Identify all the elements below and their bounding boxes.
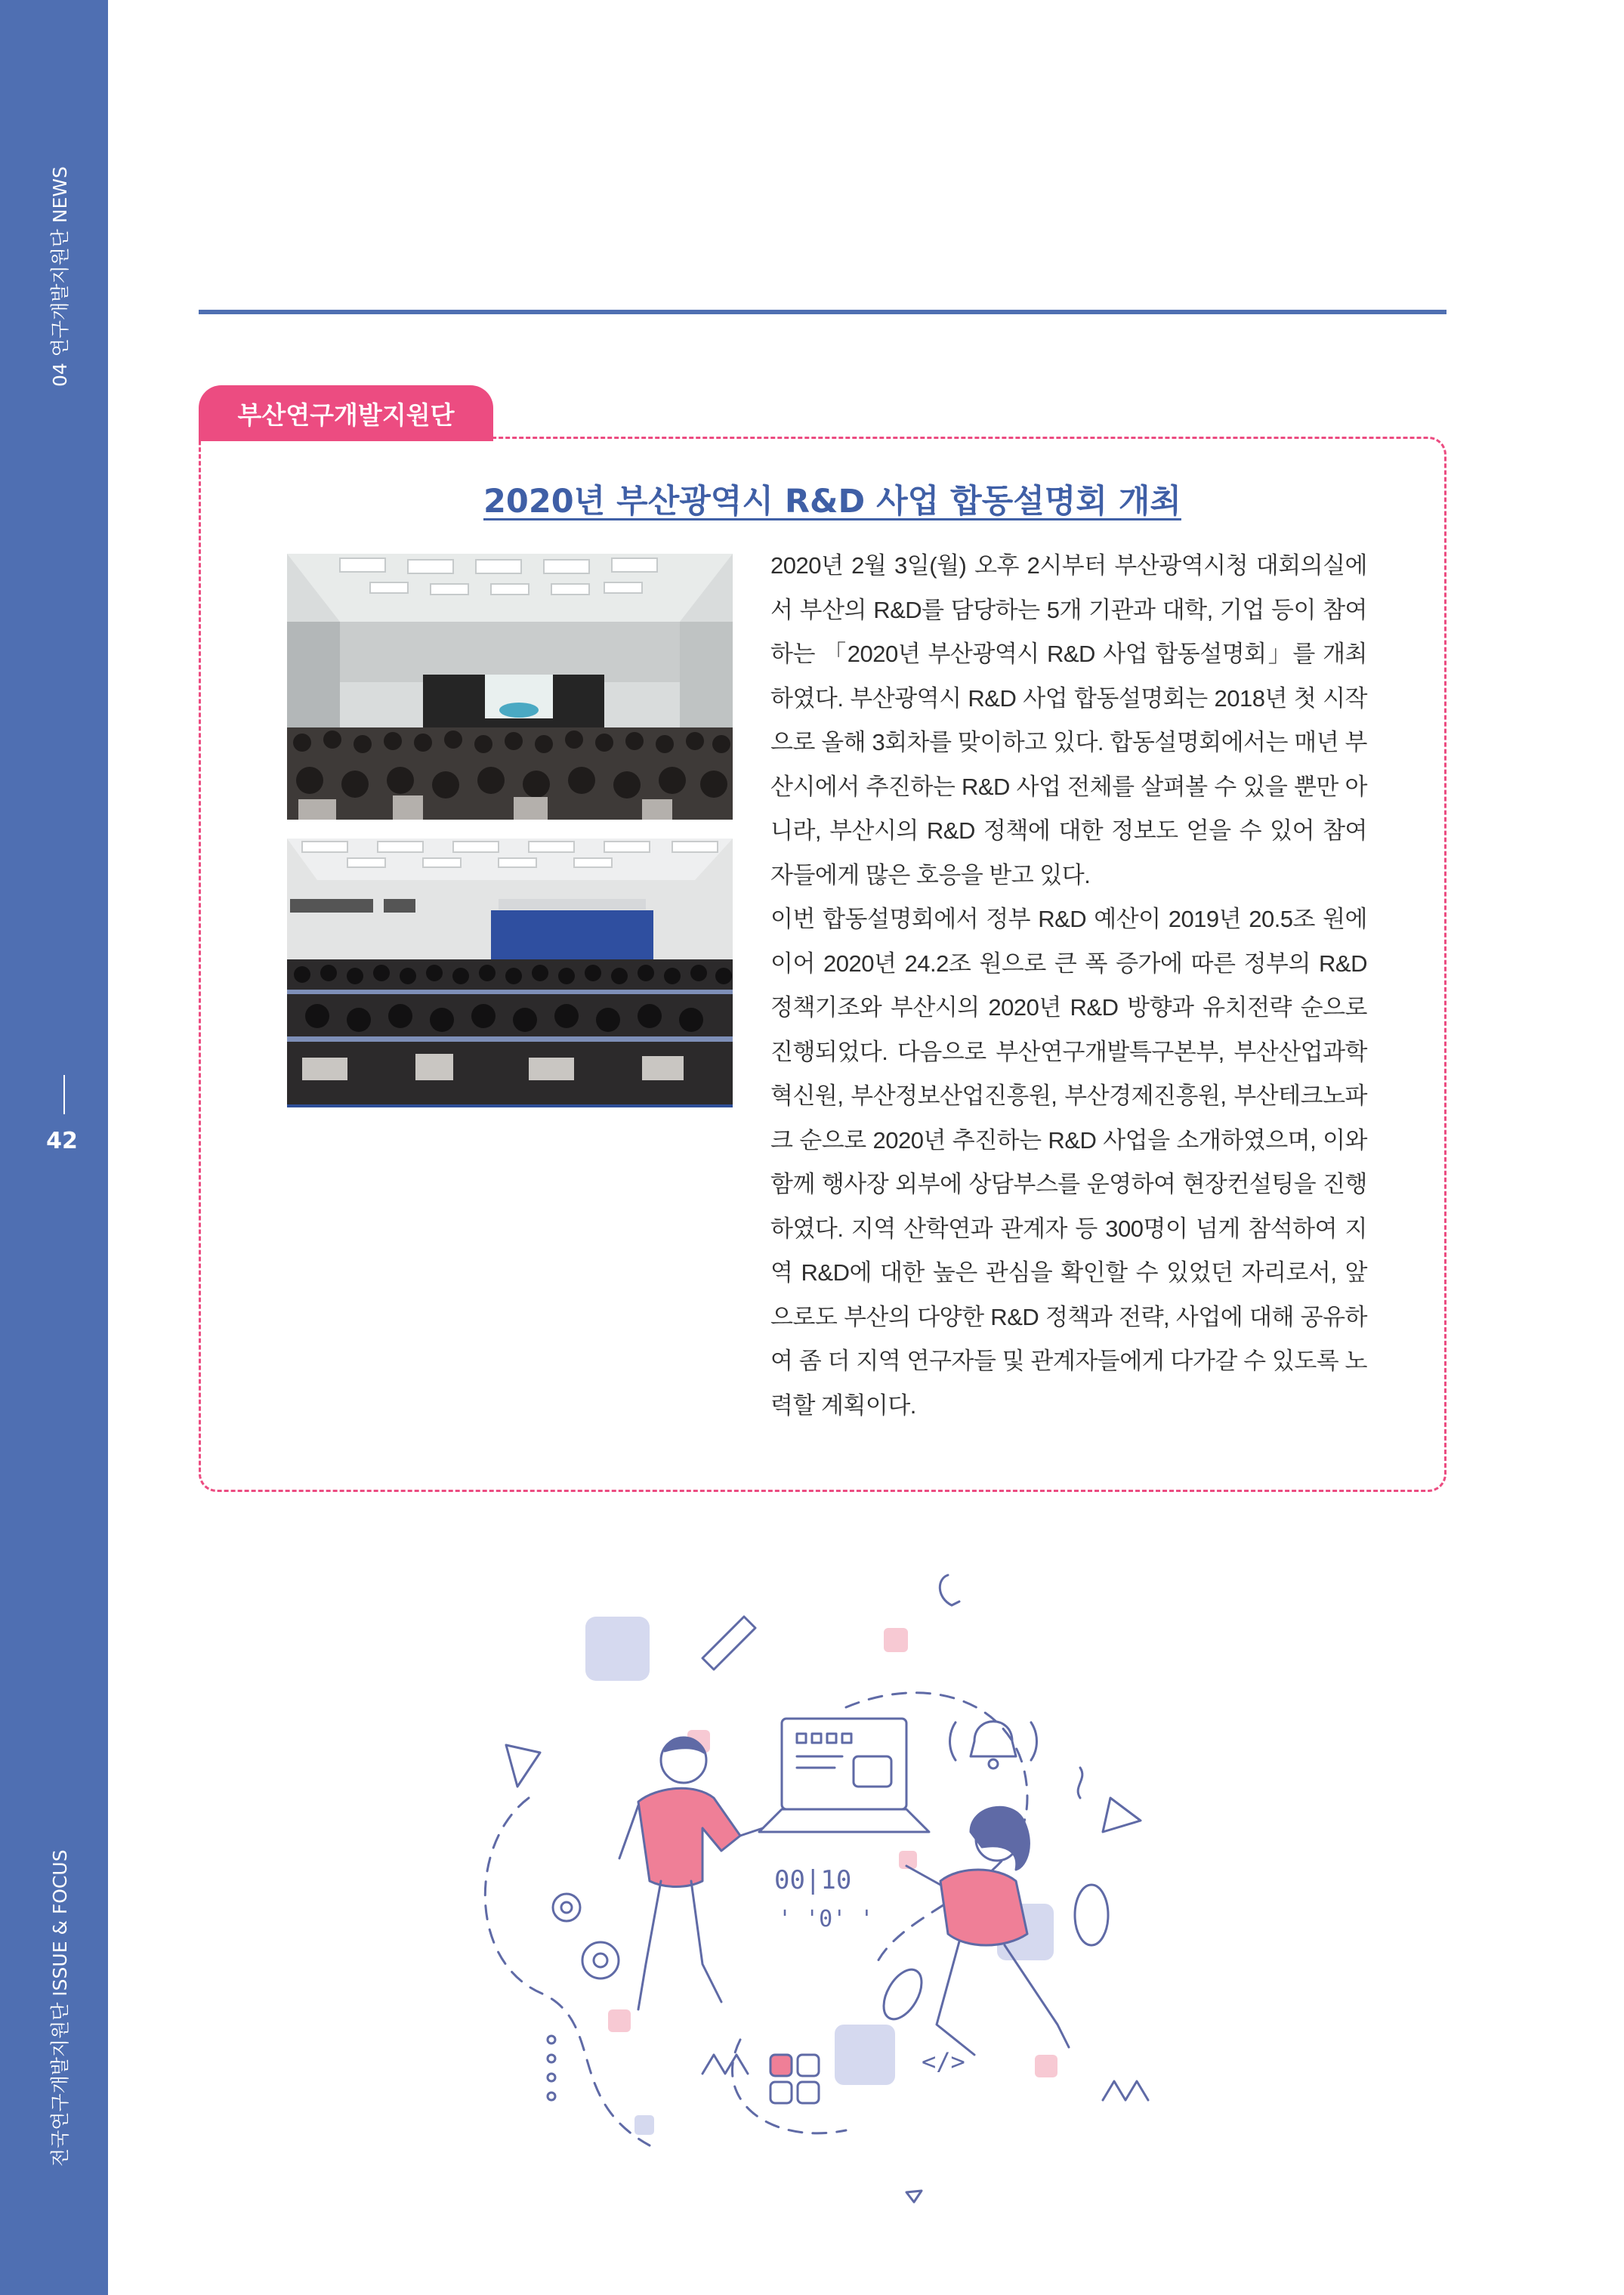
svg-text:00|10: 00|10 <box>774 1865 852 1895</box>
svg-text:' '0' ': ' '0' ' <box>778 1906 874 1932</box>
decorative-illustration <box>453 1571 1178 2206</box>
paragraph-2: 이번 합동설명회에서 정부 R&D 예산이 2019년 20.5조 원에 이어 2020년 24.2조 원으로 큰 폭 증가에 따른 정부의 R&D 정책기조와 부산시의 2020년 R&D 방향과 유치전략 순으로 진행되었다. 다음으로 부산연구개발특구본부, 부산산업과학혁신원, 부산정보산업진흥원, 부산경제진흥원, 부산테크노파크 순으로 2020년 추진하는 R&D 사업을 소개하였으며, 이와 함께 행사장 외부에 상담부스를 운영하여 현장컨설팅을 진행하였다. 지역 산학연과 관계자 등 300명이 넘게 참석하여 지역 R&D에 대한 높은 관심을 확인할 수 있었던 자리로서, 앞으로도 부산의 다양한 R&D 정책과 전략, 사업에 대해 공유하여 좀 더 지역 연구자들 및 관계자들에게 다가갈 수 있도록 노력할 계획이다. <box>770 906 1367 1419</box>
page-number: 42 <box>46 1128 78 1154</box>
article-title: 2020년 부산광역시 R&D 사업 합동설명회 개최 <box>483 483 1181 520</box>
header-rule <box>199 310 1446 314</box>
article-body <box>770 544 1367 1428</box>
svg-text:</>: </> <box>922 2047 965 2076</box>
event-photo-1 <box>287 554 733 820</box>
paragraph-1: 2020년 2월 3일(월) 오후 2시부터 부산광역시청 대회의실에서 부산의 R&D를 담당하는 5개 기관과 대학, 기업 등이 참여하는 「2020년 부산광역시 R&D 사업 합동설명회」를 개최하였다. 부산광역시 R&D 사업 합동설명회는 2018년 첫 시작으로 올해 3회차를 맞이하고 있다. 합동설명회에서는 매년 부산시에서 추진하는 R&D 사업 전체를 살펴볼 수 있을 뿐만 아니라, 부산시의 R&D 정책에 대한 정보도 얻을 수 있어 참여자들에게 많은 호응을 받고 있다. <box>770 552 1367 888</box>
divider <box>63 1075 65 1114</box>
section-label: 04 연구개발지원단 NEWS <box>49 166 71 387</box>
organization-tag: 부산연구개발지원단 <box>199 385 493 441</box>
publication-label: 전국연구개발지원단 ISSUE & FOCUS <box>49 1849 71 2167</box>
event-photo-2 <box>287 839 733 1107</box>
